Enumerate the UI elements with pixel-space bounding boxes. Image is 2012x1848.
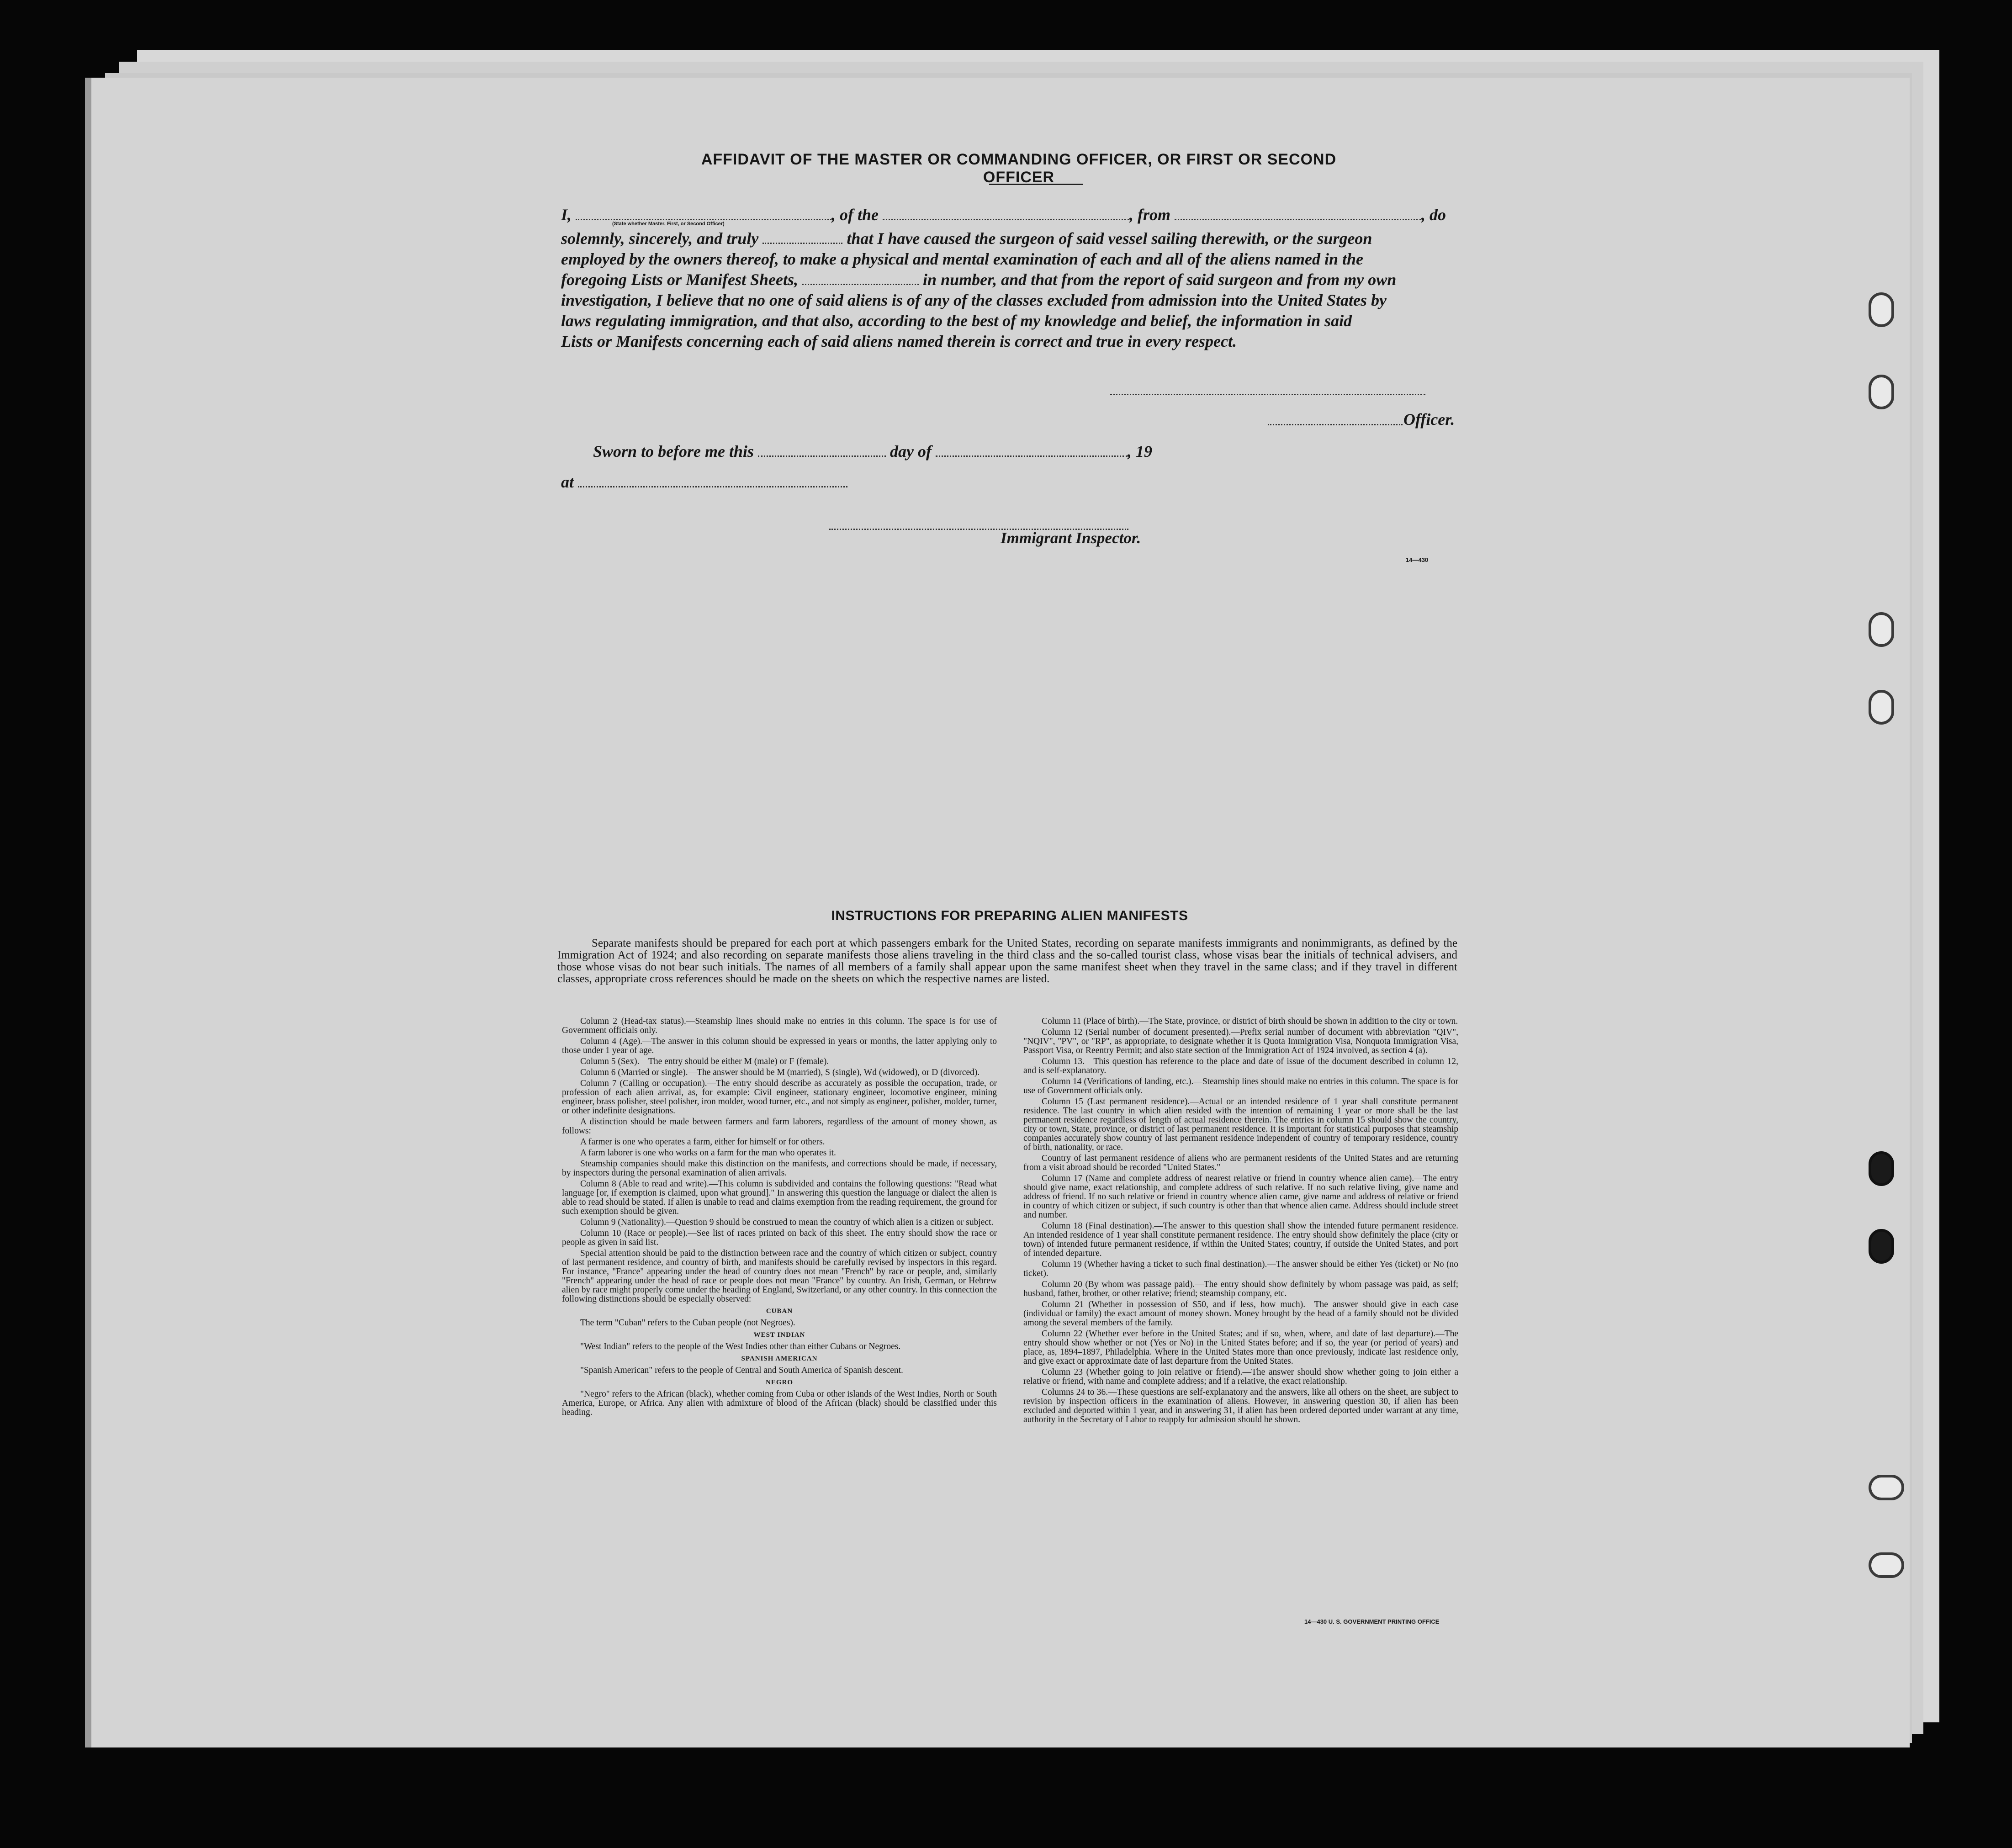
printer-line: 14—430 U. S. GOVERNMENT PRINTING OFFICE xyxy=(1304,1618,1440,1625)
sworn-month-blank[interactable] xyxy=(936,444,1128,457)
instructions-left-column xyxy=(562,1017,997,1419)
race-definition: "Spanish American" refers to the people of Central and South America of Spanish descent. xyxy=(580,1366,903,1375)
affidavit-line-7: Lists or Manifests concerning each of said aliens named therein is correct and true in every respect. xyxy=(561,332,1237,350)
affidavit-line-4: foregoing Lists or Manifest Sheets, in number, and that from the report of said surgeon and from my own xyxy=(561,270,1397,289)
instruction-paragraph: Column 12 (Serial number of document presented).—Prefix serial number of document with abbreviation "QIV", "NQIV", "PV", or "RP", as appropriate, to designate whether it is Quota Immigration Visa, Nonquota Immigration Visa, Passport Visa, or Reentry Permit; and also state section of the Immigration Act of 1924 involved, as section 4 (a). xyxy=(1023,1027,1458,1055)
binder-hole xyxy=(1869,1475,1904,1500)
race-definition: "West Indian" refers to the people of the West Indies other than either Cubans or Negroes. xyxy=(580,1342,901,1351)
race-definition: "Negro" refers to the African (black), whether coming from Cuba or other islands of the West Indies, North or South America, Europe, or Africa. Any alien with admixture of blood of the African (black) should be classified under this heading. xyxy=(562,1389,997,1417)
instruction-paragraph: Column 10 (Race or people).—See list of races printed on back of this sheet. The entry should show the race or people as given in said list. xyxy=(562,1228,997,1247)
instruction-paragraph: Column 2 (Head-tax status).—Steamship lines should make no entries in this column. The space is for use of Government officials only. xyxy=(562,1017,997,1035)
instruction-paragraph: A farm laborer is one who works on a farm for the man who operates it. xyxy=(580,1148,836,1158)
binder-hole xyxy=(1869,292,1894,327)
instruction-paragraph: A farmer is one who operates a farm, either for himself or for others. xyxy=(580,1137,825,1147)
binder-hole xyxy=(1869,1229,1894,1264)
binder-hole xyxy=(1869,1552,1904,1578)
instruction-paragraph: Column 23 (Whether going to join relative or friend).—The answer should show whether going to join either a relative or friend, with name and complete address; and if a relative, the exact relationship. xyxy=(1023,1367,1458,1386)
affidavit-line-6: laws regulating immigration, and that also, according to the best of my knowledge and belief, the information in said xyxy=(561,312,1352,330)
port-from-blank[interactable] xyxy=(1175,207,1421,220)
instruction-paragraph: Steamship companies should make this distinction on the manifests, and corrections should be made, if necessary, by inspectors during the personal examination of alien arrivals. xyxy=(562,1159,997,1178)
officer-signature-line[interactable] xyxy=(1110,394,1425,395)
officer-label: Officer. xyxy=(1403,410,1455,429)
instructions-right-column xyxy=(1023,1017,1458,1426)
instruction-paragraph: Column 7 (Calling or occupation).—The entry should describe as accurately as possible the occupation, trade, or profession of each alien arrival, as, for example: Civil engineer, stationary engineer, locomotive engineer, mining engineer, brass polisher, steel polisher, iron molder, wood turner, etc., and not simply as engineer, polisher, molder, turner, or other indefinite designations. xyxy=(562,1079,997,1116)
instruction-paragraph: Column 19 (Whether having a ticket to such final destination).—The answer should be either Yes (ticket) or No (no ticket). xyxy=(1023,1260,1458,1278)
title-rule xyxy=(989,184,1083,185)
instruction-paragraph: Columns 24 to 36.—These questions are self-explanatory and the answers, like all others on the sheet, are subject to revision by inspection officers in the examination of aliens. However, in answering question 30, if alien has been excluded and deported within 1 year, and in answering 31, if alien has been ordered deported under warrant at any time, authority in the Secretary of Labor to reapply for admission should be shown. xyxy=(1023,1387,1458,1424)
sworn-day-blank[interactable] xyxy=(758,444,886,457)
sworn-place-blank[interactable] xyxy=(578,474,847,487)
at-line: at xyxy=(561,473,847,491)
inspector-label: Immigrant Inspector. xyxy=(1001,529,1141,547)
binder-hole xyxy=(1869,690,1894,725)
vessel-name-blank[interactable] xyxy=(883,207,1129,220)
binder-hole xyxy=(1869,375,1894,409)
instruction-paragraph: A distinction should be made between farmers and farm laborers, regardless of the amount of money shown, as follows: xyxy=(562,1117,997,1136)
instruction-paragraph: Country of last permanent residence of aliens who are permanent residents of the United States and are returning from a visit abroad should be recorded "United States." xyxy=(1023,1154,1458,1172)
affidavit-line-1: I, , of the , from , do xyxy=(561,206,1446,224)
officer-title-line[interactable] xyxy=(1268,424,1403,425)
affidavit-line-3: employed by the owners thereof, to make a physical and mental examination of each and all of the aliens named in the xyxy=(561,250,1363,268)
instructions-intro: Separate manifests should be prepared for each port at which passengers embark for the United States, recording on separate manifests immigrants and nonimmigrants, as defined by the Immigration Act of 1924; and also recording on separate manifests those aliens traveling in the third class and the so-called tourist class, whose visas bear the initials of technical advisers, and those whose visas do not bear such initials. The names of all members of a family shall appear upon the same manifest sheet when they travel in the same class; and if they travel in different classes, appropriate cross references should be made on the sheets on which the respective names are listed. xyxy=(557,937,1457,985)
officer-rank-blank[interactable] xyxy=(576,207,831,220)
race-heading: CUBAN xyxy=(766,1308,793,1315)
instruction-paragraph: Column 9 (Nationality).—Question 9 should be construed to mean the country of which alien is a citizen or subject. xyxy=(580,1218,994,1227)
instructions-title: INSTRUCTIONS FOR PREPARING ALIEN MANIFESTS xyxy=(831,908,1188,923)
form-code: 14—430 xyxy=(1406,556,1429,563)
instruction-paragraph: Column 6 (Married or single).—The answer should be M (married), S (single), Wd (widowed), or D (divorced). xyxy=(580,1068,980,1077)
instruction-paragraph: Column 20 (By whom was passage paid).—The entry should show definitely by whom passage was paid, as self; husband, father, brother, or other relative; friend; steamship company, etc. xyxy=(1023,1280,1458,1298)
instruction-paragraph: Column 13.—This question has reference to the place and date of issue of the document described in column 12, and is self-explanatory. xyxy=(1023,1057,1458,1075)
sworn-line: Sworn to before me this day of , 19 xyxy=(593,442,1153,461)
instruction-paragraph: Column 21 (Whether in possession of $50, and if less, how much).—The answer should give in each case (individual or family) the exact amount of money shown. Money brought by the head of a family should not be divided among the several members of the family. xyxy=(1023,1300,1458,1328)
affidavit-title: AFFIDAVIT OF THE MASTER OR COMMANDING OFFICER, OR FIRST OR SECOND OFFICER xyxy=(701,151,1337,186)
affidavit-line-2: solemnly, sincerely, and truly that I have caused the surgeon of said vessel sailing therewith, or the surgeon xyxy=(561,229,1372,248)
sheet-count-blank[interactable] xyxy=(802,272,919,285)
race-heading: NEGRO xyxy=(765,1379,793,1386)
race-heading: WEST INDIAN xyxy=(753,1331,805,1339)
binder-hole xyxy=(1869,612,1894,647)
instruction-paragraph: Special attention should be paid to the distinction between race and the country of which citizen or subject, country of last permanent residence, and country of birth, and manifests should be carefully revised by inspectors in this regard. For instance, "France" appearing under the head of country does not mean "French" by race or people, and, similarly "French" appearing under the head of race or people does not mean "France" by country. An Irish, German, or Hebrew alien by race might properly come under the heading of England, Switzerland, or any other country. In this connection the following distinctions should be especially observed: xyxy=(562,1249,997,1304)
instruction-paragraph: Column 18 (Final destination).—The answer to this question shall show the intended future permanent residence. An intended residence of 1 year shall constitute permanent residence. The entry should show definitely the place (city or town) of intended future permanent residence, if within the United States; country, if outside the United States, and port of intended departure. xyxy=(1023,1221,1458,1258)
officer-rank-note: (State whether Master, First, or Second Officer) xyxy=(612,221,725,227)
affidavit-line-5: investigation, I believe that no one of said aliens is of any of the classes excluded from admission into the United States by xyxy=(561,291,1387,309)
instruction-paragraph: Column 17 (Name and complete address of nearest relative or friend in country whence alien came).—The entry should give name, exact relationship, and complete address of such relative. If no such relative living, give name and address of friend. If no such relative or friend in country whence alien came, give name and address of relative or friend in country of which citizen or subject, if such country is other than that whence alien came. Address should include street and number. xyxy=(1023,1174,1458,1220)
instruction-paragraph: Column 14 (Verifications of landing, etc.).—Steamship lines should make no entries in this column. The space is for use of Government officials only. xyxy=(1023,1077,1458,1096)
instruction-paragraph: Column 11 (Place of birth).—The State, province, or district of birth should be shown in addition to the city or town. xyxy=(1042,1017,1458,1026)
instruction-paragraph: Column 5 (Sex).—The entry should be either M (male) or F (female). xyxy=(580,1057,829,1066)
race-heading: SPANISH AMERICAN xyxy=(741,1355,818,1362)
instruction-paragraph: Column 4 (Age).—The answer in this column should be expressed in years or months, the latter applying only to those under 1 year of age. xyxy=(562,1037,997,1055)
oath-blank[interactable] xyxy=(762,231,842,244)
instruction-paragraph: Column 8 (Able to read and write).—This column is subdivided and contains the following questions: "Read what language [or, if exemption is claimed, upon what ground]." In answering this question the language or dialect the alien is able to read should be stated. If alien is unable to read and claims exemption from the reading requirement, the ground for such exemption should be given. xyxy=(562,1179,997,1216)
binder-hole xyxy=(1869,1151,1894,1186)
instruction-paragraph: Column 15 (Last permanent residence).—Actual or an intended residence of 1 year shall constitute permanent residence. The last country in which alien resided with the intention of remaining 1 year or more shall be the last permanent residence regardless of length of actual residence therein. The entries in column 15 should show the country, city or town, State, province, or district of last permanent residence. It is important for statistical purposes that steamship companies accurately show country of last permanent residence independent of country of temporary residence, country of birth, nationality, or race. xyxy=(1023,1097,1458,1152)
instruction-paragraph: Column 22 (Whether ever before in the United States; and if so, when, where, and date of last departure).—The entry should show whether or not (Yes or No) in the United States before; and if so, the year (or period of years) and place, as, 1894–1897, Philadelphia. Where in the United States more than once previously, indicate last residence only, and give exact or approximate date of last departure from the United States. xyxy=(1023,1329,1458,1366)
race-definition: The term "Cuban" refers to the Cuban people (not Negroes). xyxy=(580,1318,795,1328)
